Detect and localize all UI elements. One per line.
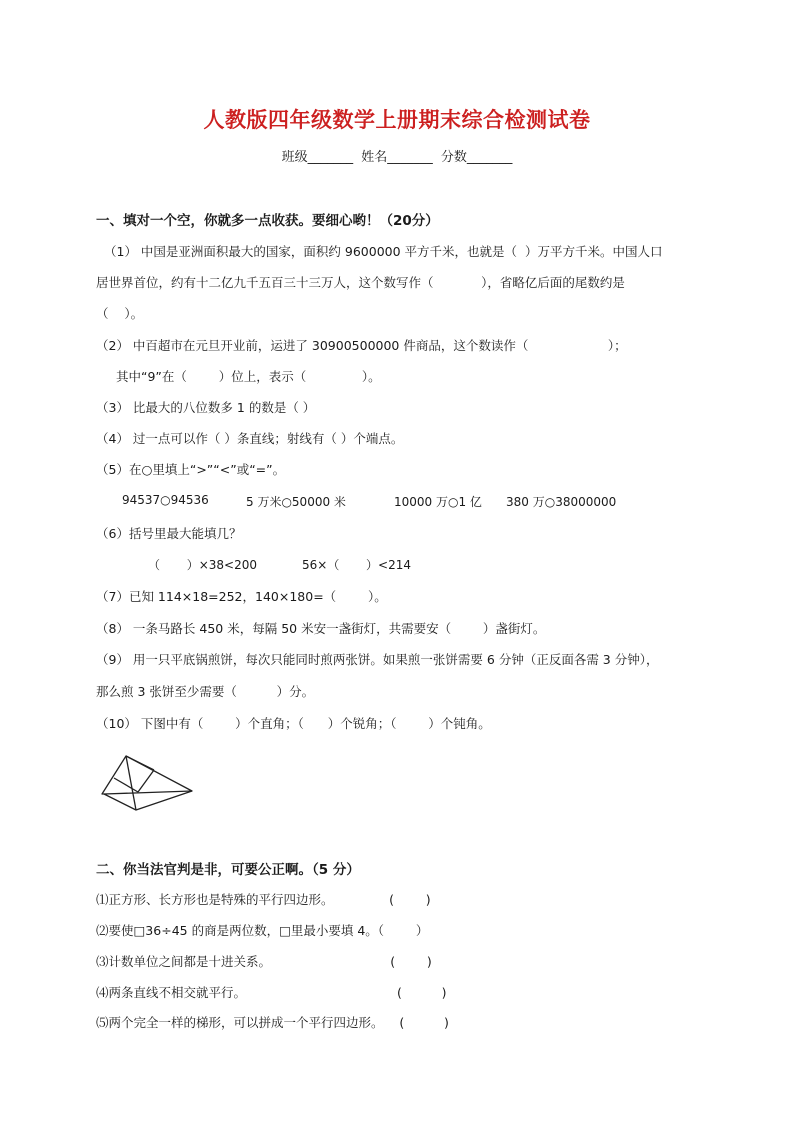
judgement-item-5: ⑸两个完全一样的梯形，可以拼成一个平行四边形。 ( ) — [96, 1015, 449, 1030]
question-5: （5）在○里填上“>”“<”或“=”。 — [96, 462, 286, 477]
question-6: （6）括号里最大能填几？ — [96, 526, 242, 541]
judgement-item-1: ⑴正方形、长方形也是特殊的平行四边形。 ( ) — [96, 892, 431, 907]
comparison-item-4: 380 万○38000000 — [506, 495, 617, 509]
student-info-line — [0, 146, 794, 165]
question-6-item-a: （ ）×38<200 — [148, 558, 257, 572]
judgement-item-4: ⑷两条直线不相交就平行。 ( ) — [96, 985, 447, 1000]
figure-line-4 — [138, 770, 154, 792]
question-1-line-1: （1） 中国是亚洲面积最大的国家，面积约 9600000 平方千米，也就是（ ）万平方千米。中国人口 — [104, 244, 663, 259]
name-field-label: 姓名_______ — [361, 150, 433, 165]
section-1-heading: 一、填对一个空，你就多一点收获。要细心哟！（20分） — [96, 213, 439, 229]
comparison-item-2: 5 万米○50000 米 — [246, 495, 346, 509]
page-title: 人教版四年级数学上册期末综合检测试卷 — [203, 107, 591, 132]
section-2-heading: 二、你当法官判是非，可要公正啊。（5 分） — [96, 862, 360, 878]
question-2-line-2: 其中“9”在（ ）位上，表示（ ）。 — [116, 369, 381, 384]
question-2-line-1: （2） 中百超市在元旦开业前，运进了 30900500000 件商品，这个数读作（ ）； — [96, 338, 627, 353]
question-9-line-1: （9） 用一只平底锅煎饼，每次只能同时煎两张饼。如果煎一张饼需要 6 分钟（正反面各需 3 分钟）， — [96, 652, 659, 667]
comparison-item-1: 94537○94536 — [122, 493, 209, 507]
score-field-label: 分数_______ — [440, 150, 513, 165]
figure-outline — [102, 756, 192, 810]
question-4: （4） 过一点可以作（ ）条直线；射线有（ ）个端点。 — [96, 431, 404, 446]
class-field-label: 班级_______ — [281, 150, 354, 165]
question-3: （3） 比最大的八位数多 1 的数是（ ） — [96, 400, 316, 415]
figure-line-5 — [114, 778, 138, 792]
question-9-line-2: 那么煎 3 张饼至少需要（ ）分。 — [96, 684, 315, 699]
judgement-item-3: ⑶计数单位之间都是十进关系。 ( ) — [96, 954, 432, 969]
figure-line-2 — [104, 791, 192, 794]
question-7: （7）已知 114×18=252，140×180=（ ）。 — [96, 589, 387, 604]
question-8: （8） 一条马路长 450 米，每隔 50 米安一盏街灯，共需要安（ ）盏街灯。 — [96, 621, 546, 636]
figure-line-1 — [126, 756, 136, 810]
comparison-item-3: 10000 万○1 亿 — [394, 495, 482, 509]
question-1-line-3: （ ）。 — [96, 306, 144, 321]
question-1-line-2: 居世界首位，约有十二亿九千五百三十三万人，这个数写作（ ），省略亿后面的尾数约是 — [96, 275, 625, 290]
angle-figure — [98, 752, 198, 816]
question-10: （10） 下图中有（ ）个直角；（ ）个锐角；（ ）个钝角。 — [96, 716, 491, 731]
judgement-item-2: ⑵要使□36÷45 的商是两位数，□里最小要填 4。（ ） — [96, 923, 429, 938]
question-6-item-b: 56×（ ）<214 — [302, 558, 411, 572]
figure-line-3 — [126, 756, 154, 770]
